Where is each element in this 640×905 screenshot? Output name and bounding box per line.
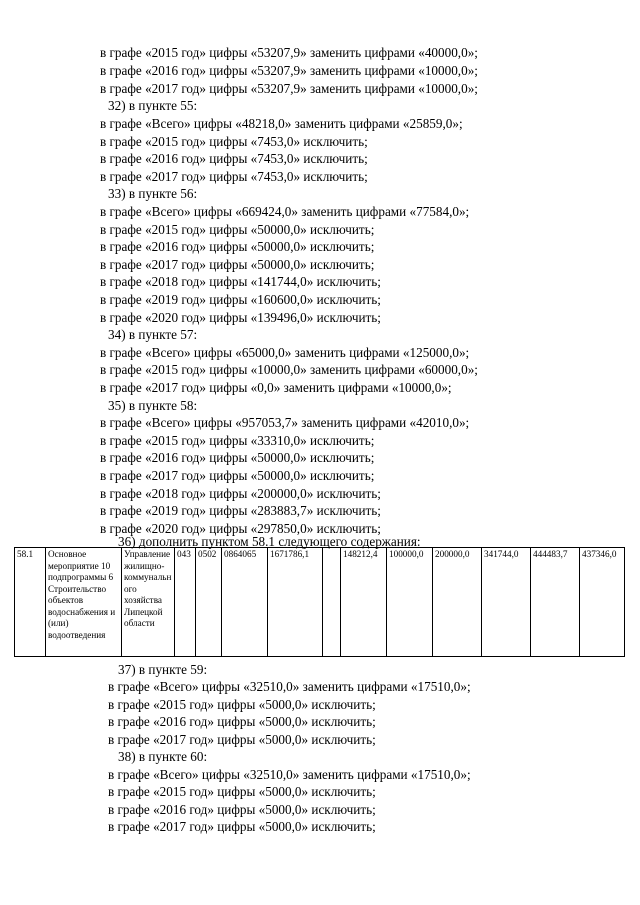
text-line: в графе «Всего» цифры «32510,0» заменить цифрами «17510,0»;	[108, 767, 471, 782]
text-line: в графе «Всего» цифры «48218,0» заменить цифрами «25859,0»;	[100, 116, 463, 131]
table-cell-executor: Управление жилищно-коммунального хозяйства Липецкой области	[122, 548, 175, 657]
text-line: в графе «2016 год» цифры «7453,0» исключить;	[100, 151, 368, 166]
table-row	[15, 548, 625, 657]
text-line: в графе «2015 год» цифры «10000,0» заменить цифрами «60000,0»;	[100, 362, 478, 377]
text-line: в графе «2019 год» цифры «160600,0» исключить;	[100, 292, 381, 307]
text-line: в графе «2020 год» цифры «297850,0» исключить;	[100, 521, 381, 536]
table-cell-item-number: 58.1	[15, 548, 46, 657]
item-heading: 38) в пункте 60:	[118, 749, 208, 764]
table-cell-total: 1671786,1	[268, 548, 323, 657]
text-line: в графе «Всего» цифры «957053,7» заменить цифрами «42010,0»;	[100, 415, 470, 430]
text-line: в графе «2015 год» цифры «5000,0» исключить;	[108, 697, 376, 712]
text-line: в графе «Всего» цифры «669424,0» заменить цифрами «77584,0»;	[100, 204, 470, 219]
table-cell-empty	[323, 548, 341, 657]
text-line: в графе «2016 год» цифры «50000,0» исключить;	[100, 239, 375, 254]
text-line: в графе «2016 год» цифры «50000,0» исключить;	[100, 450, 375, 465]
text-line: в графе «2018 год» цифры «200000,0» исключить;	[100, 486, 381, 501]
text-line: в графе «Всего» цифры «65000,0» заменить цифрами «125000,0»;	[100, 345, 470, 360]
text-line: в графе «2018 год» цифры «141744,0» исключить;	[100, 274, 381, 289]
inserted-row-table	[14, 547, 625, 657]
item-heading: 36) дополнить пунктом 58.1 следующего содержания:	[118, 534, 421, 549]
table-cell-value: 100000,0	[387, 548, 433, 657]
table-cell-value: 148212,4	[341, 548, 387, 657]
text-line: в графе «2017 год» цифры «50000,0» исключить;	[100, 257, 375, 272]
text-line: в графе «2019 год» цифры «283883,7» исключить;	[100, 503, 381, 518]
text-line: в графе «2017 год» цифры «53207,9» заменить цифрами «10000,0»;	[100, 81, 478, 96]
text-line: в графе «2016 год» цифры «5000,0» исключить;	[108, 802, 376, 817]
table-cell-value: 437346,0	[580, 548, 625, 657]
text-line: в графе «2016 год» цифры «5000,0» исключить;	[108, 714, 376, 729]
text-line: в графе «2017 год» цифры «5000,0» исключить;	[108, 732, 376, 747]
text-line: в графе «2015 год» цифры «50000,0» исключить;	[100, 222, 375, 237]
item-heading: 33) в пункте 56:	[108, 186, 198, 201]
table-cell-code: 0502	[196, 548, 222, 657]
table-cell-value: 444483,7	[531, 548, 580, 657]
table-cell-code: 043	[175, 548, 196, 657]
text-line: в графе «2017 год» цифры «5000,0» исключить;	[108, 819, 376, 834]
text-line: в графе «2017 год» цифры «0,0» заменить цифрами «10000,0»;	[100, 380, 452, 395]
text-line: в графе «2016 год» цифры «53207,9» заменить цифрами «10000,0»;	[100, 63, 478, 78]
text-line: в графе «2015 год» цифры «7453,0» исключить;	[100, 134, 368, 149]
text-line: в графе «2017 год» цифры «50000,0» исключить;	[100, 468, 375, 483]
table-cell-value: 200000,0	[433, 548, 482, 657]
item-heading: 32) в пункте 55:	[108, 98, 198, 113]
text-line: в графе «2015 год» цифры «33310,0» исключить;	[100, 433, 375, 448]
text-line: в графе «2015 год» цифры «5000,0» исключить;	[108, 784, 376, 799]
table-cell-value: 341744,0	[482, 548, 531, 657]
item-heading: 37) в пункте 59:	[118, 662, 208, 677]
item-heading: 34) в пункте 57:	[108, 327, 198, 342]
text-line: в графе «2015 год» цифры «53207,9» заменить цифрами «40000,0»;	[100, 45, 478, 60]
item-heading: 35) в пункте 58:	[108, 398, 198, 413]
text-line: в графе «2017 год» цифры «7453,0» исключить;	[100, 169, 368, 184]
text-line: в графе «Всего» цифры «32510,0» заменить цифрами «17510,0»;	[108, 679, 471, 694]
text-line: в графе «2020 год» цифры «139496,0» исключить;	[100, 310, 381, 325]
table-cell-code: 0864065	[222, 548, 268, 657]
table-cell-activity: Основное мероприятие 10 подпрограммы 6 Строительство объектов водоснабжения и (или) водоотведения	[46, 548, 122, 657]
